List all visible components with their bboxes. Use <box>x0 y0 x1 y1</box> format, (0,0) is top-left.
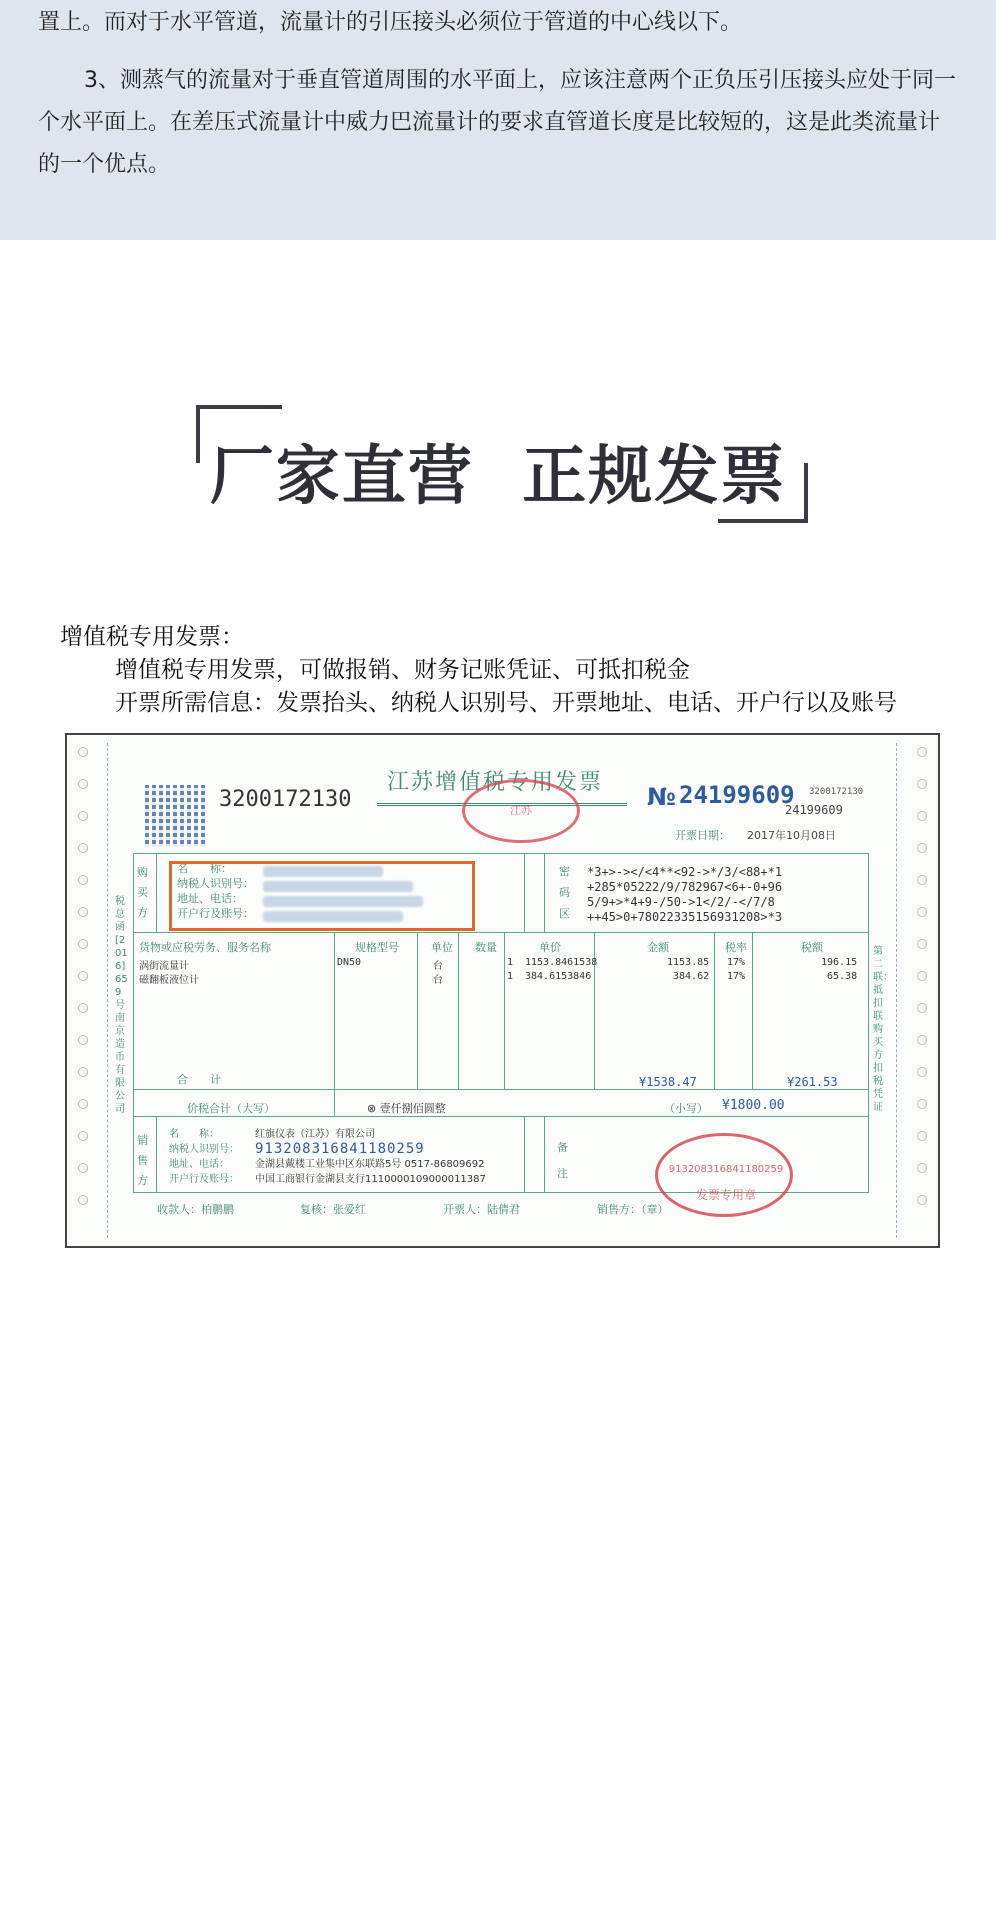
invoice-number: 24199609 <box>679 781 795 809</box>
column-header: 税率 <box>725 941 747 954</box>
grid-col-line <box>524 854 525 932</box>
grid-col-line <box>544 1116 545 1193</box>
grid-col-line <box>334 932 335 1116</box>
grid-col-line <box>544 854 545 932</box>
intro-paragraph-2: 3、测蒸气的流量对于垂直管道周围的水平面上，应该注意两个正负压引压接头应处于同一个水平面上。在差压式流量计中威力巴流量计的要求直管道长度是比较短的，这是此类流量计的一个优点。 <box>38 68 957 177</box>
item-tax: 196.15 <box>821 957 858 968</box>
item-name: 涡街流量计 <box>139 961 189 972</box>
grid-row-line <box>134 932 868 933</box>
buyer-labels: 名 称： 纳税人识别号： 地址、电话： 开户行及账号： <box>177 862 254 920</box>
column-header: 规格型号 <box>355 941 399 954</box>
grid-col-line <box>504 932 505 1089</box>
bracket-bottom-right <box>718 463 808 523</box>
grid-row-line <box>134 1116 868 1117</box>
invoice-info <box>60 620 980 720</box>
grid-col-line <box>524 1116 525 1193</box>
seal-top-text: 江苏 <box>510 804 532 817</box>
total-tax: ¥261.53 <box>787 1075 838 1089</box>
item-amount: 1153.85 <box>667 957 710 968</box>
seller-bank: 中国工商银行金湖县支行1110000109000011387 <box>255 1174 486 1185</box>
intro-paragraph-1: 置上。而对于水平管道，流量计的引压接头必须位于管道的中心线以下。 <box>38 10 743 35</box>
invoice-footer: 收款人：柏鹏鹏 复核：张爱红 开票人：陆倩君 销售方：（章） <box>157 1203 669 1216</box>
seal-top-icon <box>462 779 580 843</box>
column-header: 单价 <box>539 941 561 954</box>
seal-bottom-line1: 913208316841180259 <box>668 1164 784 1175</box>
redacted-field <box>263 881 413 892</box>
total-label: 合 计 <box>177 1073 221 1086</box>
info-line-2: 开票所需信息：发票抬头、纳税人识别号、开票地址、电话、开户行以及账号 <box>115 690 897 716</box>
qr-code-icon <box>145 785 207 847</box>
grid-col-line <box>458 932 459 1089</box>
seal-bottom-line2: 发票专用章 <box>695 1188 756 1202</box>
grid-col-line <box>752 932 753 1089</box>
item-amount: 384.62 <box>673 971 710 982</box>
redacted-field <box>263 911 403 922</box>
cipher-side-label: 密码区 <box>559 865 570 920</box>
seller-address: 金湖县戴楼工业集中区东联路5号 0517-86809692 <box>255 1159 485 1170</box>
invoice-code: 3200172130 <box>219 787 352 812</box>
intro-section <box>0 0 996 240</box>
item-unit: 台 <box>433 975 443 986</box>
tax-total-small-label: （小写） <box>664 1102 708 1115</box>
info-line-1: 增值税专用发票，可做报销、财务记账凭证、可抵扣税金 <box>115 657 690 683</box>
item-spec: DN50 <box>337 957 362 968</box>
total-amount: ¥1538.47 <box>639 1075 697 1089</box>
cipher-text: *3+>-></<4**<92->*/3/<88+*1 +285*05222/9/782967<6+-0+96 5/9+>*4+9-/50->1</2/-</7/8 ++45>0+78022335156931208>*3 <box>587 865 783 924</box>
invoice-code-small: 3200172130 <box>809 787 864 797</box>
item-rate: 17% <box>727 957 746 968</box>
column-header: 单位 <box>431 941 453 954</box>
left-vertical-text: 税总函[2016]659号南京造币有限公司 <box>115 896 128 1115</box>
seller-taxid: 913208316841180259 <box>255 1141 425 1157</box>
tax-total-value: ¥1800.00 <box>722 1098 785 1113</box>
seller-labels: 名 称： 纳税人识别号： 地址、电话： 开户行及账号： <box>169 1129 239 1185</box>
item-tax: 65.38 <box>827 971 858 982</box>
item-price: 384.6153846 <box>525 971 592 982</box>
tax-total-chinese: ⊗ 壹仟捌佰圆整 <box>367 1102 446 1115</box>
seller-values <box>255 1127 486 1187</box>
grid-col-line <box>594 932 595 1089</box>
number-label: № <box>647 783 676 811</box>
perforation-left <box>75 747 91 1237</box>
invoice-image <box>65 733 940 1248</box>
item-name: 磁翻板液位计 <box>139 975 199 986</box>
buyer-side-label: 购买方 <box>137 866 148 919</box>
item-price: 1153.8461538 <box>525 957 598 968</box>
remark-side-label: 备注 <box>557 1141 568 1180</box>
invoice-number-small: 24199609 <box>785 803 843 817</box>
tax-total-label: 价税合计（大写） <box>187 1102 275 1115</box>
section-heading <box>0 395 996 535</box>
right-vertical-text: 第二联：抵扣联购买方扣税凭证 <box>873 946 893 1113</box>
column-header: 金额 <box>647 941 669 954</box>
item-qty: 1 <box>507 971 514 982</box>
redacted-field <box>263 866 383 877</box>
grid-col-line <box>417 932 418 1089</box>
invoice-title: 江苏增值税专用发票 <box>387 770 604 795</box>
grid-col-line <box>714 932 715 1089</box>
heading-text: 厂家直营 正规发票 <box>209 440 787 514</box>
column-header: 税额 <box>801 941 823 954</box>
grid-col-line <box>156 1116 157 1193</box>
date-label: 开票日期： <box>675 829 730 842</box>
redacted-field <box>263 896 423 907</box>
info-title: 增值税专用发票： <box>60 624 244 650</box>
seal-bottom-icon <box>655 1133 793 1217</box>
seller-side-label: 销售方 <box>137 1134 148 1187</box>
item-unit: 台 <box>433 961 443 972</box>
grid-row-line <box>134 1089 868 1090</box>
seller-name: 红旗仪表（江苏）有限公司 <box>255 1129 375 1140</box>
perforation-right <box>914 747 930 1237</box>
invoice-date: 2017年10月08日 <box>747 829 836 842</box>
item-qty: 1 <box>507 957 514 968</box>
item-rate: 17% <box>727 971 746 982</box>
grid-col-line <box>156 854 157 932</box>
column-header: 货物或应税劳务、服务名称 <box>139 941 271 954</box>
column-header: 数量 <box>475 941 497 954</box>
